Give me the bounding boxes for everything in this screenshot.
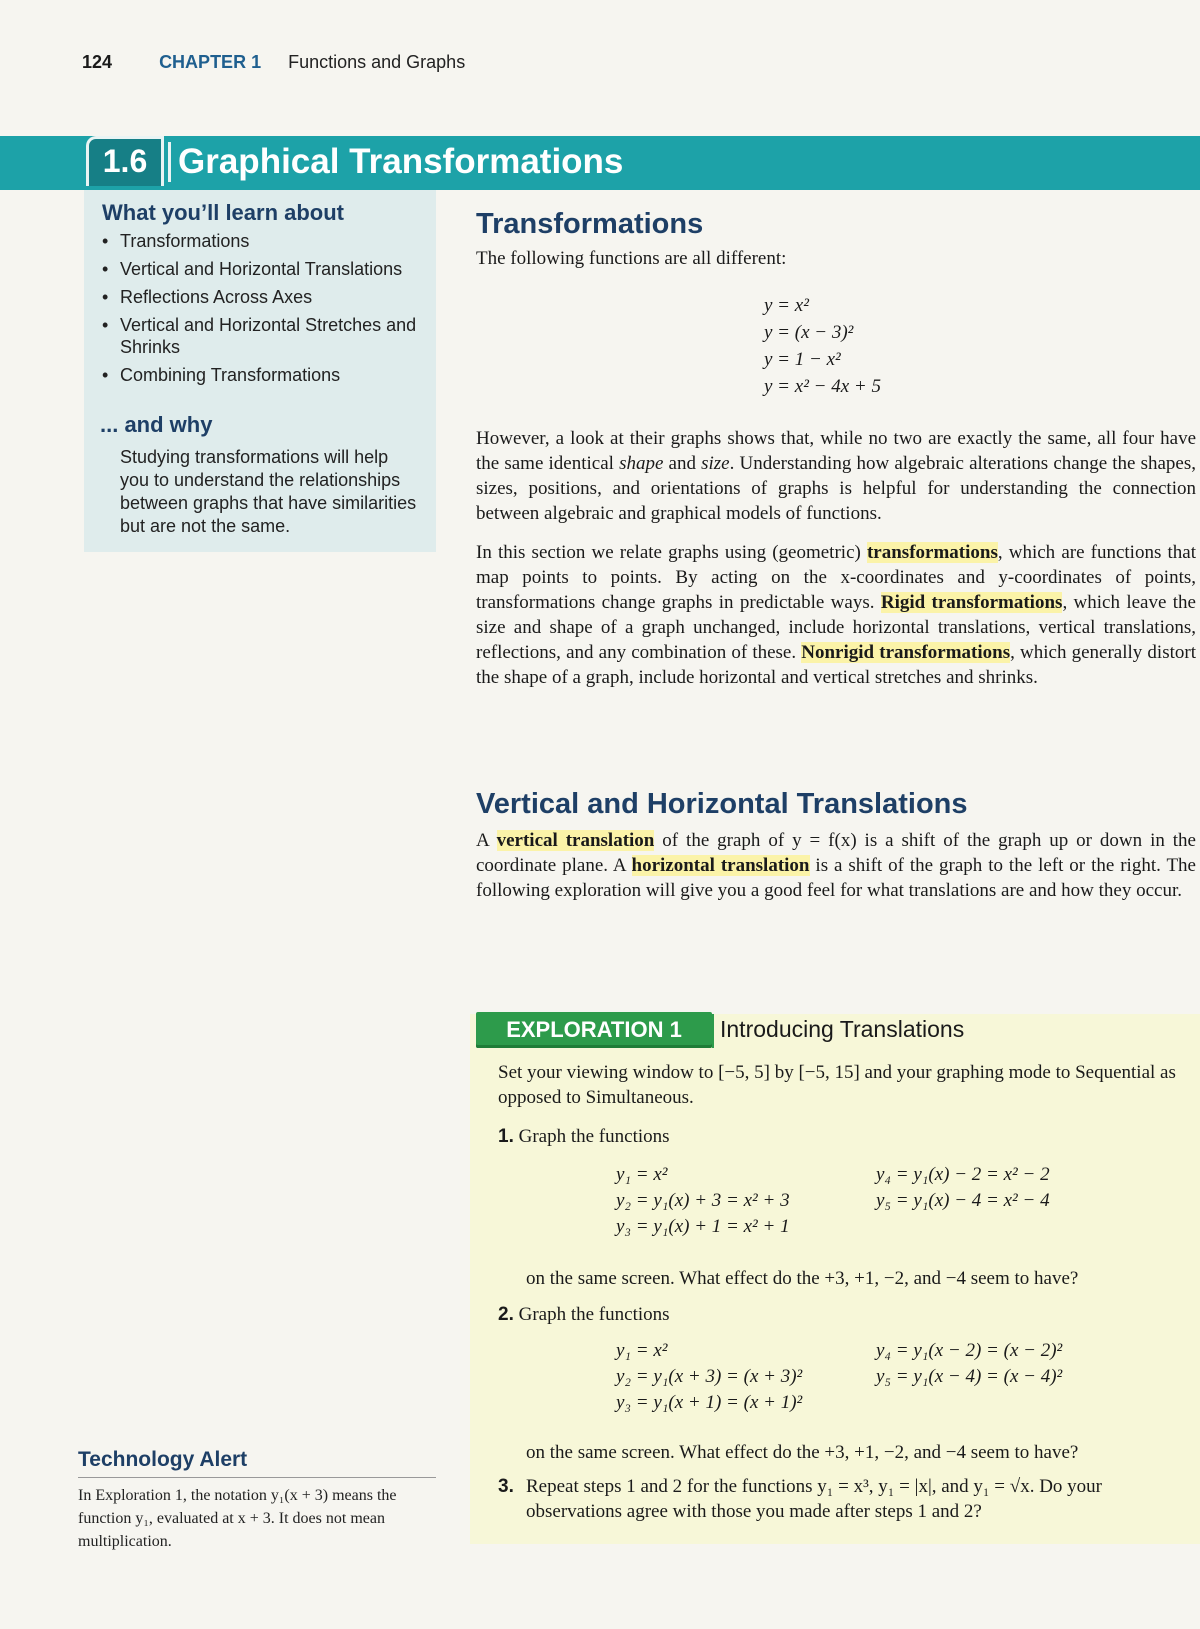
tech-alert-title: Technology Alert [78,1448,248,1471]
learn-item: • Vertical and Horizontal Stretches and Shrinks [102,314,432,358]
step-1-equations-right [876,1162,1050,1214]
learn-item: • Combining Transformations [102,364,432,386]
equation: y₃ = y₁(x) + 1 = x² + 1 [616,1216,790,1237]
step-1: 1. Graph the functions [498,1126,670,1147]
running-header [82,52,465,73]
equation: y = (x − 3)² [764,322,854,343]
equation: y₁ = x² [616,1340,668,1361]
chapter-label: CHAPTER 1 [159,52,262,72]
step-1-equations-left [616,1162,790,1240]
exploration-tag: EXPLORATION 1 [476,1012,712,1048]
tech-alert-text: In Exploration 1, the notation y₁(x + 3) means the function y₁, evaluated at x + 3. It does not mean multiplication. [78,1487,397,1550]
learn-about-title: What you’ll learn about [102,200,345,225]
equation: y = 1 − x² [764,349,841,370]
term-vertical-translation: vertical translation [496,830,655,851]
term-transformations: transformations [866,542,998,563]
equation: y₄ = y₁(x) − 2 = x² − 2 [876,1164,1050,1185]
exploration-title: Introducing Translations [720,1016,965,1042]
equation: y₄ = y₁(x − 2) = (x − 2)² [876,1340,1063,1361]
transformations-intro: The following functions are all different: [476,248,787,269]
translations-heading: Vertical and Horizontal Translations [476,788,968,820]
tech-alert-divider [78,1477,436,1478]
learn-item: • Reflections Across Axes [102,286,432,308]
term-rigid-transformations: Rigid transformations [880,592,1063,613]
translations-paragraph: A vertical translation of the graph of y = f(x) is a shift of the graph up or down in the coordinate plane. A horizontal translation is a shift of the graph to the left or the right. The following exploration will give you a good feel for what translations are and how they occur. [476,830,1196,901]
page-number: 124 [82,52,113,72]
step-2-question: on the same screen. What effect do the +3, +1, −2, and −4 seem to have? [526,1442,1079,1463]
section-number: 1.6 [86,136,164,186]
chapter-title: Functions and Graphs [288,52,466,72]
term-horizontal-translation: horizontal translation [631,855,810,876]
learn-about-list [102,230,432,392]
why-text: Studying transformations will help you to understand the relationships between graphs that have similarities but are not the same. [120,447,417,536]
example-equations [764,292,881,400]
step-2: 2. Graph the functions [498,1304,670,1325]
learn-item: • Vertical and Horizontal Translations [102,258,432,280]
equation: y₂ = y₁(x) + 3 = x² + 3 [616,1190,790,1211]
transformations-heading: Transformations [476,208,704,240]
equation: y₅ = y₁(x − 4) = (x − 4)² [876,1366,1063,1387]
step-2-equations-right [876,1338,1062,1390]
step-2-equations-left [616,1338,802,1416]
equation: y = x² [764,295,809,316]
step-3: 3. Repeat steps 1 and 2 for the functions y₁ = x³, y₁ = |x|, and y₁ = √x. Do your observations agree with those you made after steps 1 and 2? [498,1476,1102,1522]
why-title: ... and why [100,412,213,437]
transformations-paragraph-1: However, a look at their graphs shows that, while no two are exactly the same, all four have the same identical shape and size. Understanding how algebraic alterations change the shapes, sizes, positions, and orientations of graphs is helpful for understanding the connection between algebraic and graphical models of functions. [476,428,1197,524]
equation: y₁ = x² [616,1164,668,1185]
learn-item: • Transformations [102,230,432,252]
transformations-paragraph-2: In this section we relate graphs using (geometric) transformations, which are functions that map points to points. By acting on the x-coordinates and y-coordinates of points, transformations change graphs in predictable ways. Rigid transformations, which leave the size and shape of a graph unchanged, include horizontal translations, vertical translations, reflections, and any combination of these. Nonrigid transformations, which generally distort the shape of a graph, include horizontal and vertical stretches and shrinks. [476,542,1196,688]
section-title: Graphical Transformations [178,138,623,186]
equation: y₃ = y₁(x + 1) = (x + 1)² [616,1392,803,1413]
equation: y₅ = y₁(x) − 4 = x² − 4 [876,1190,1050,1211]
equation: y = x² − 4x + 5 [764,376,881,397]
exploration-setup: Set your viewing window to [−5, 5] by [−5, 15] and your graphing mode to Sequential as opposed to Simultaneous. [498,1062,1176,1108]
equation: y₂ = y₁(x + 3) = (x + 3)² [616,1366,803,1387]
step-1-question: on the same screen. What effect do the +3, +1, −2, and −4 seem to have? [526,1268,1079,1289]
term-nonrigid-transformations: Nonrigid transformations [801,642,1011,663]
